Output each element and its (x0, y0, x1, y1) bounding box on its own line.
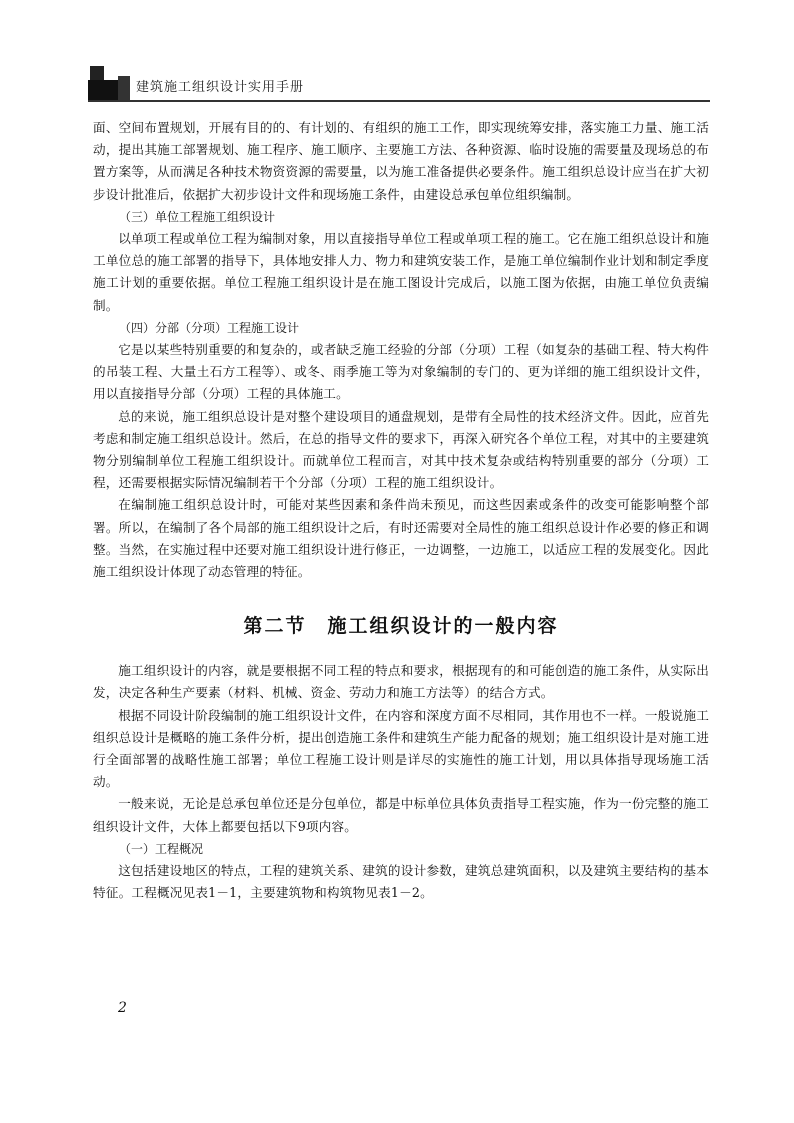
body-paragraph: 它是以某些特别重要的和复杂的，或者缺乏施工经验的分部（分项）工程（如复杂的基础工程、特大构件的吊装工程、大量土石方工程等）、或冬、雨季施工等为对象编制的专门的、更为详细的施工组织设计文件，用以直接指导分部（分项）工程的具体施工。 (93, 342, 709, 402)
running-header (88, 64, 710, 102)
page-body (93, 117, 709, 905)
publisher-logo (88, 66, 132, 100)
body-paragraph: 施工组织设计的内容，就是要根据不同工程的特点和要求，根据现有的和可能创造的施工条件，从实际出发，决定各种生产要素（材料、机械、资金、劳动力和施工方法等）的结合方式。 (93, 663, 709, 701)
running-title: 建筑施工组织设计实用手册 (136, 80, 305, 95)
body-paragraph: 根据不同设计阶段编制的施工组织设计文件，在内容和深度方面不尽相同，其作用也不一样。一般说施工组织总设计是概略的施工条件分析，提出创造施工条件和建筑生产能力配备的规划；施工组织设计是对施工进行全面部署的战略性施工部署；单位工程施工设计则是详尽的实施性的施工计划，用以具体指导现场施工活动。 (93, 707, 709, 790)
subsection-heading: （三）单位工程施工组织设计 (119, 209, 276, 224)
subsection-heading: （四）分部（分项）工程施工设计 (119, 320, 300, 335)
body-paragraph: 在编制施工组织总设计时，可能对某些因素和条件尚未预见，而这些因素或条件的改变可能影响整个部署。所以，在编制了各个局部的施工组织设计之后，有时还需要对全局性的施工组织总设计作必要的修正和调整。当然，在实施过程中还要对施工组织设计进行修正，一边调整，一边施工，以适应工程的发展变化。因此施工组织设计体现了动态管理的特征。 (93, 497, 709, 580)
body-paragraph: 一般来说，无论是总承包单位还是分包单位，都是中标单位具体负责指导工程实施，作为一份完整的施工组织设计文件，大体上都要包括以下9项内容。 (93, 796, 709, 834)
subsection-heading: （一）工程概况 (119, 841, 204, 856)
body-paragraph: 面、空间布置规划，开展有目的的、有计划的、有组织的施工工作，即实现统筹安排，落实施工力量、施工活动，提出其施工部署规划、施工程序、施工顺序、主要施工方法、各种资源、临时设施的需要量及现场总的布置方案等，从而满足各种技术物资资源的需要量，以为施工准备提供必要条件。施工组织总设计应当在扩大初步设计批准后，依据扩大初步设计文件和现场施工条件，由建设总承包单位组织编制。 (93, 120, 709, 202)
body-paragraph: 总的来说，施工组织总设计是对整个建设项目的通盘规划，是带有全局性的技术经济文件。因此，应首先考虑和制定施工组织总设计。然后，在总的指导文件的要求下，再深入研究各个单位工程，对其中的主要建筑物分别编制单位工程施工组织设计。而就单位工程而言，对其中技术复杂或结构特别重要的部分（分项）工程，还需要根据实际情况编制若干个分部（分项）工程的施工组织设计。 (93, 408, 709, 491)
body-paragraph: 以单项工程或单位工程为编制对象，用以直接指导单位工程或单项工程的施工。它在施工组织总设计和施工单位总的施工部署的指导下，具体地安排人力、物力和建筑安装工作，是施工单位编制作业计划和制定季度施工计划的重要依据。单位工程施工组织设计是在施工图设计完成后，以施工图为依据，由施工单位负责编制。 (93, 231, 709, 313)
page-number: 2 (118, 1000, 127, 1016)
section-title: 第二节 施工组织设计的一般内容 (243, 615, 559, 638)
header-rule (88, 100, 710, 102)
body-paragraph: 这包括建设地区的特点，工程的建筑关系、建筑的设计参数，建筑总建筑面积，以及建筑主要结构的基本特征。工程概况见表1－1，主要建筑物和构筑物见表1－2。 (93, 863, 709, 901)
